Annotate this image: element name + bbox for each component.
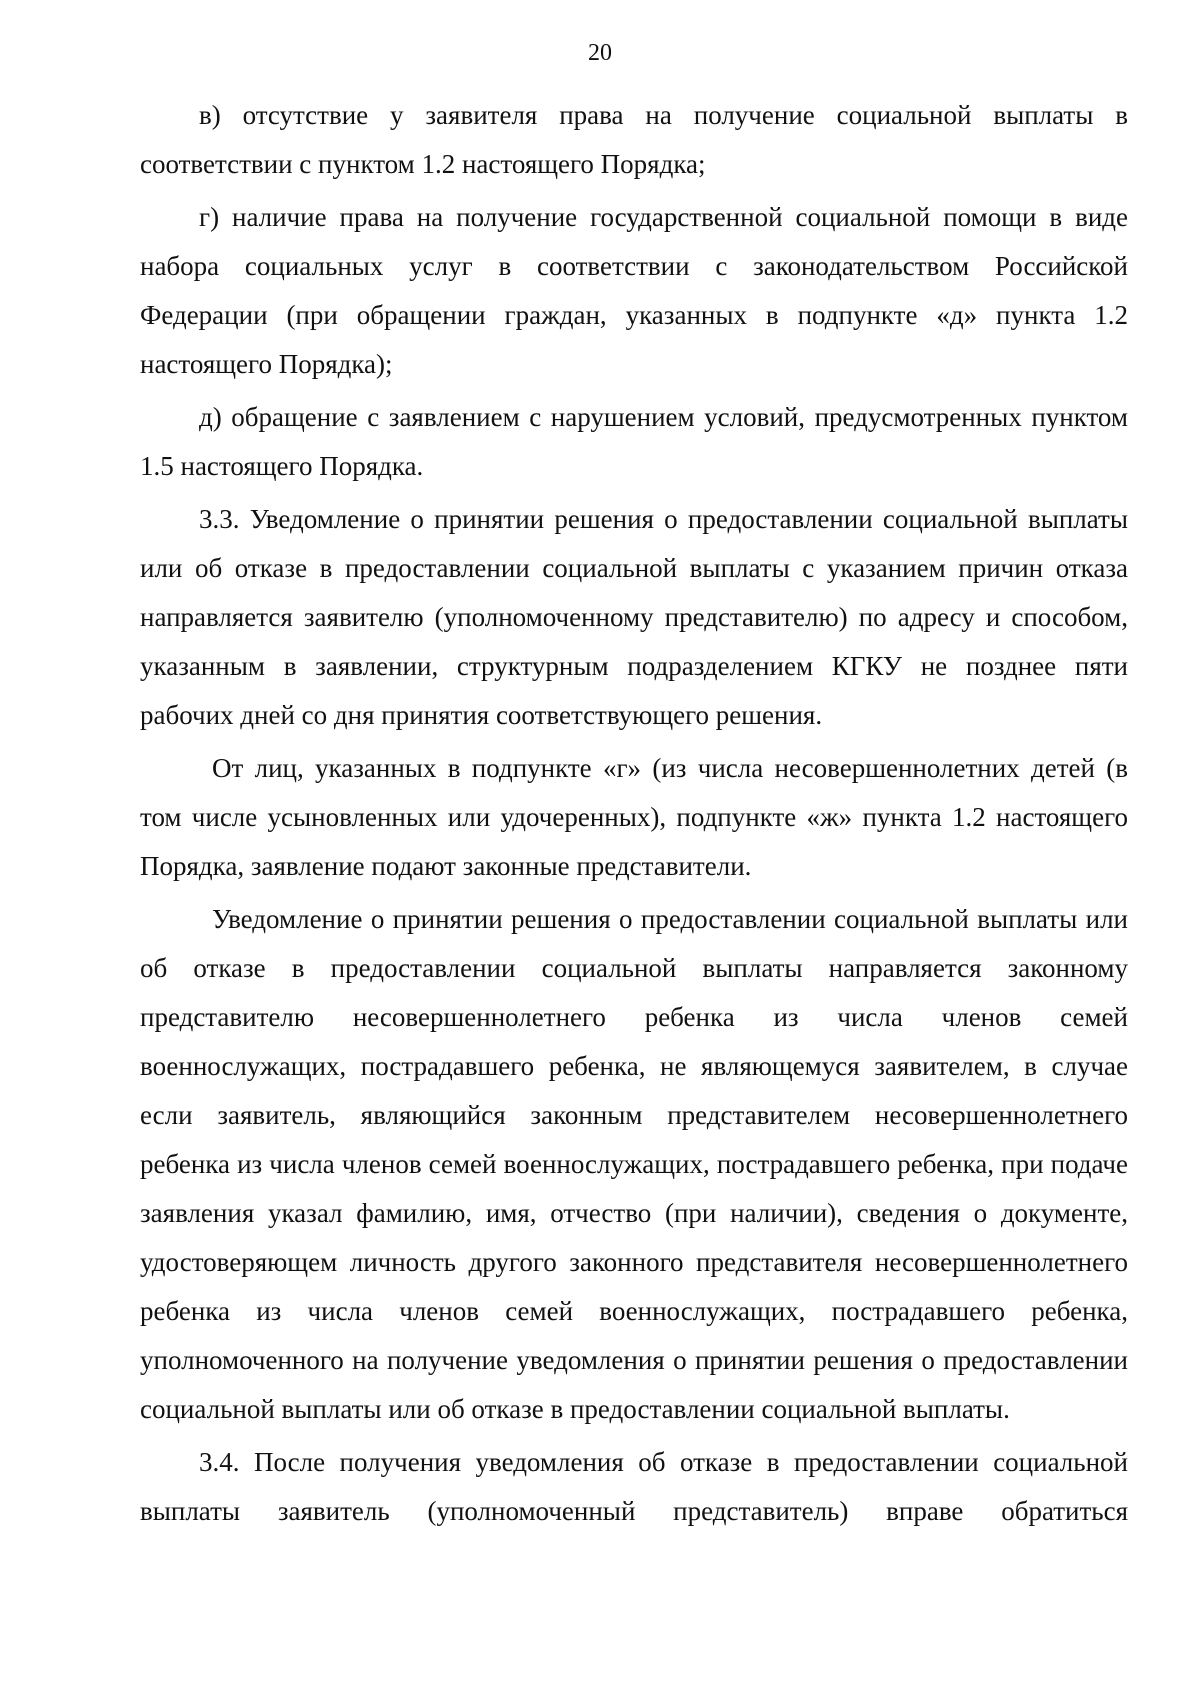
paragraph-clause-3-3: 3.3. Уведомление о принятии решения о предоставлении социальной выплаты или об отказе в предоставлении социальной выплаты с указанием причин отказа направляется заявителю (уполномоченному представителю) по адресу и способом, указанным в заявлении, структурным подразделением КГКУ не позднее пяти рабочих дней со дня принятия соответствующего решения. [140, 504, 1128, 730]
paragraph-item-v: в) отсутствие у заявителя права на получение социальной выплаты в соответствии с пунктом 1.2 настоящего Порядка; [140, 100, 1128, 179]
document-body [140, 91, 1128, 1540]
page-number: 20 [588, 40, 612, 66]
paragraph-minors-representatives: От лиц, указанных в подпункте «г» (из числа несовершеннолетних детей (в том числе усыновленных или удочеренных), подпункте «ж» пункта 1.2 настоящего Порядка, заявление подают законные представители. [140, 753, 1128, 881]
paragraph-clause-3-4: 3.4. После получения уведомления об отказе в предоставлении социальной выплаты заявитель (уполномоченный представитель) вправе обратиться [140, 1447, 1128, 1526]
paragraph-item-d: д) обращение с заявлением с нарушением условий, предусмотренных пунктом 1.5 настоящего Порядка. [140, 402, 1128, 481]
paragraph-notification-representative: Уведомление о принятии решения о предоставлении социальной выплаты или об отказе в предоставлении социальной выплаты направляется законному представителю несовершеннолетнего ребенка из числа членов семей военнослужащих, пострадавшего ребенка, не являющемуся заявителем, в случае если заявитель, являющийся законным представителем несовершеннолетнего ребенка из числа членов семей военнослужащих, пострадавшего ребенка, при подаче заявления указал фамилию, имя, отчество (при наличии), сведения о документе, удостоверяющем личность другого законного представителя несовершеннолетнего ребенка из числа членов семей военнослужащих, пострадавшего ребенка, уполномоченного на получение уведомления о принятии решения о предоставлении социальной выплаты или об отказе в предоставлении социальной выплаты. [140, 904, 1128, 1424]
paragraph-item-g: г) наличие права на получение государственной социальной помощи в виде набора социальных услуг в соответствии с законодательством Российской Федерации (при обращении граждан, указанных в подпункте «д» пункта 1.2 настоящего Порядка); [140, 202, 1128, 379]
